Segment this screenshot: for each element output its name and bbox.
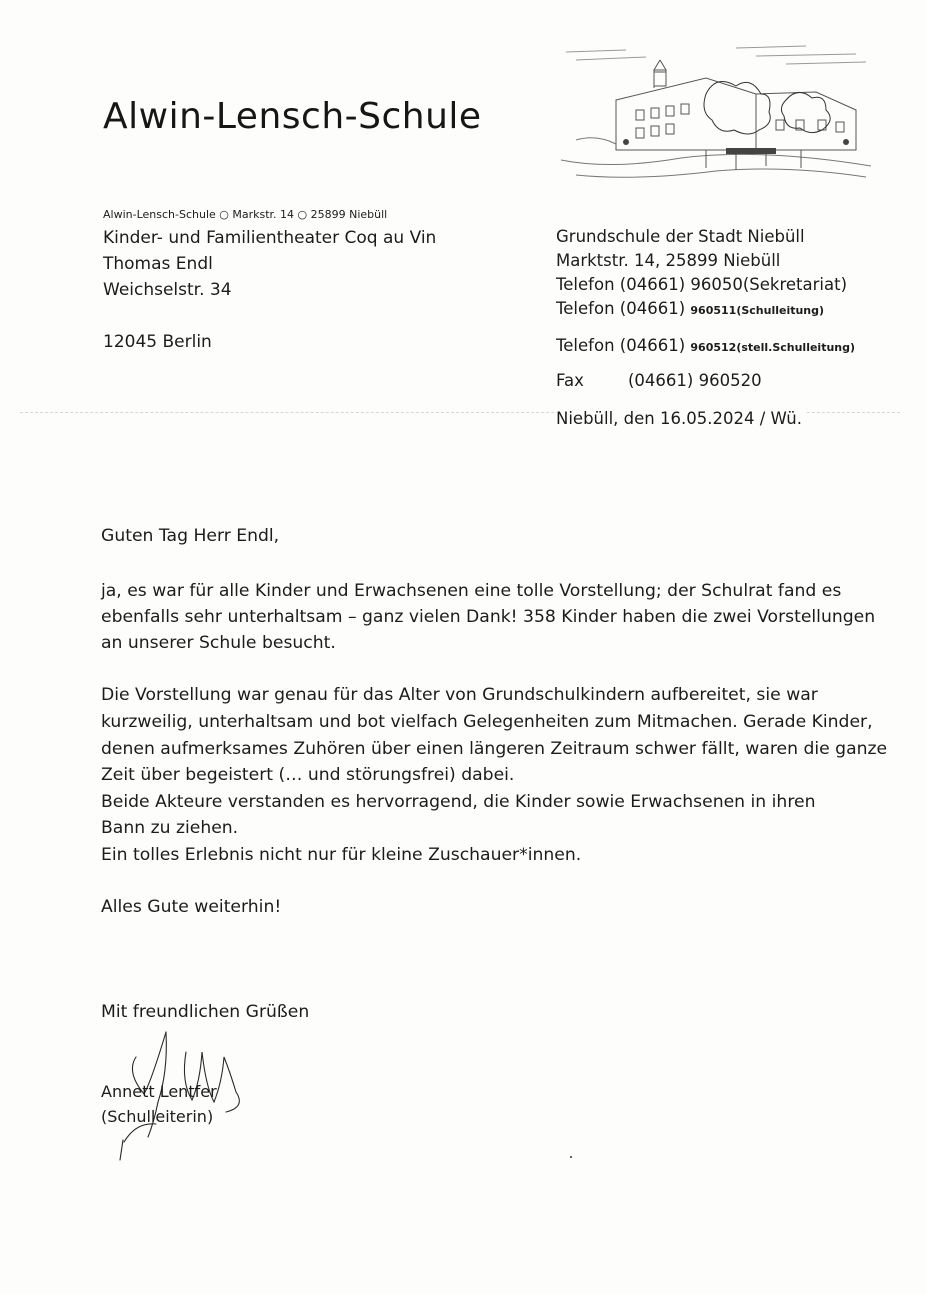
paragraph-line: denen aufmerksames Zuhören über einen längeren Zeitraum schwer fällt, waren die ganze bbox=[101, 739, 888, 759]
paragraph-line: Beide Akteure verstanden es hervorragend, die Kinder sowie Erwachsenen in ihren bbox=[101, 792, 816, 812]
scan-speck bbox=[570, 1156, 572, 1158]
school-info-name: Grundschule der Stadt Niebüll bbox=[556, 227, 805, 246]
paragraph-line: Bann zu ziehen. bbox=[101, 818, 239, 838]
recipient-organization: Kinder- und Familientheater Coq au Vin bbox=[103, 228, 437, 248]
school-name-title: Alwin-Lensch-Schule bbox=[103, 96, 482, 137]
paragraph-line: ebenfalls sehr unterhaltsam – ganz vielen Dank! 358 Kinder haben die zwei Vorstellungen bbox=[101, 607, 876, 627]
paragraph-line: an unserer Schule besucht. bbox=[101, 633, 336, 653]
paragraph-line: kurzweilig, unterhaltsam und bot vielfach Gelegenheiten zum Mitmachen. Gerade Kinder, bbox=[101, 712, 873, 732]
school-info-address: Marktstr. 14, 25899 Niebüll bbox=[556, 251, 781, 270]
school-info-phone-secretariat: Telefon (04661) 96050(Sekretariat) bbox=[556, 275, 848, 294]
recipient-street: Weichselstr. 34 bbox=[103, 280, 232, 300]
sender-return-address: Alwin-Lensch-Schule ○ Markstr. 14 ○ 25899 Niebüll bbox=[103, 208, 388, 221]
paragraph-line: Die Vorstellung war genau für das Alter von Grundschulkindern aufbereitet, sie war bbox=[101, 685, 818, 705]
recipient-city: 12045 Berlin bbox=[103, 332, 212, 352]
closing-wish: Alles Gute weiterhin! bbox=[101, 897, 282, 917]
signer-name: Annett Lentfer bbox=[101, 1082, 217, 1101]
recipient-person: Thomas Endl bbox=[103, 254, 213, 274]
school-info-fax-label: Fax bbox=[556, 371, 584, 390]
paragraph-line: Zeit über begeistert (… und störungsfrei) dabei. bbox=[101, 765, 515, 785]
salutation: Guten Tag Herr Endl, bbox=[101, 526, 280, 546]
paragraph-line: Ein tolles Erlebnis nicht nur für kleine Zuschauer*innen. bbox=[101, 845, 582, 865]
closing-greeting: Mit freundlichen Grüßen bbox=[101, 1002, 310, 1022]
date-line: Niebüll, den 16.05.2024 / Wü. bbox=[556, 409, 806, 428]
school-info-fax-number: (04661) 960520 bbox=[628, 371, 762, 390]
school-building-illustration bbox=[556, 30, 882, 192]
signer-role: (Schulleiterin) bbox=[101, 1107, 214, 1126]
paragraph-line: ja, es war für alle Kinder und Erwachsenen eine tolle Vorstellung; der Schulrat fand es bbox=[101, 581, 842, 601]
school-info-phone-principal: Telefon (04661) 960511(Schulleitung) bbox=[556, 299, 825, 318]
school-info-phone-deputy: Telefon (04661) 960512(stell.Schulleitung) bbox=[556, 336, 856, 355]
